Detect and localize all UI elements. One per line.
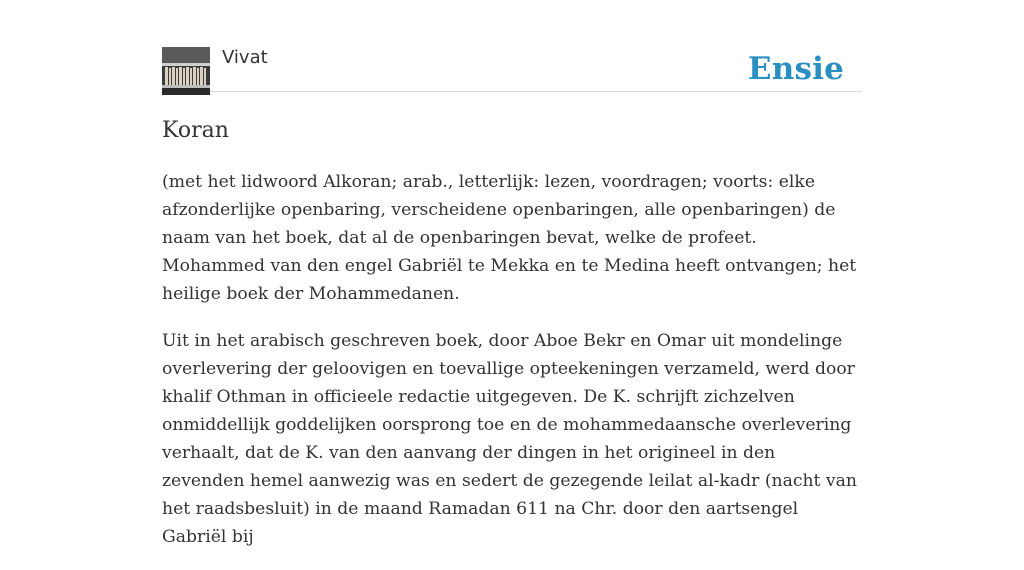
article-body	[162, 168, 862, 570]
source-avatar[interactable]	[162, 47, 210, 95]
article-paragraph: Uit in het arabisch geschreven boek, door Aboe Bekr en Omar uit mondelinge overlevering der geloovigen en toevallige opteekeningen verzameld, werd door khalif Othman in officieele redactie uitgegeven. De K. schrijft zichzelven onmiddellijk goddelijken oorsprong toe en de mohammedaansche overlevering verhaalt, dat de K. van den aanvang der dingen in het origineel in den zevenden hemel aanwezig was en sedert de gezegende leilat al-kadr (nacht van het raadsbesluit) in de maand Ramadan 611 na Chr. door den aartsengel Gabriël bij	[162, 331, 857, 547]
article-paragraph: (met het lidwoord Alkoran; arab., letterlijk: lezen, voordragen; voorts: elke afzonderlijke openbaring, verscheidene openbaringen, alle openbaringen) de naam van het boek, dat al de openbaringen bevat, welke de profeet. Mohammed van den engel Gabriël te Mekka en te Medina heeft ontvangen; het heilige boek der Mohammedanen.	[162, 172, 857, 304]
books-icon	[162, 47, 210, 95]
source-name[interactable]: Vivat	[222, 47, 268, 68]
brand-logo[interactable]: Ensie	[747, 51, 844, 87]
source-header	[162, 46, 862, 92]
article-title: Koran	[162, 118, 229, 143]
